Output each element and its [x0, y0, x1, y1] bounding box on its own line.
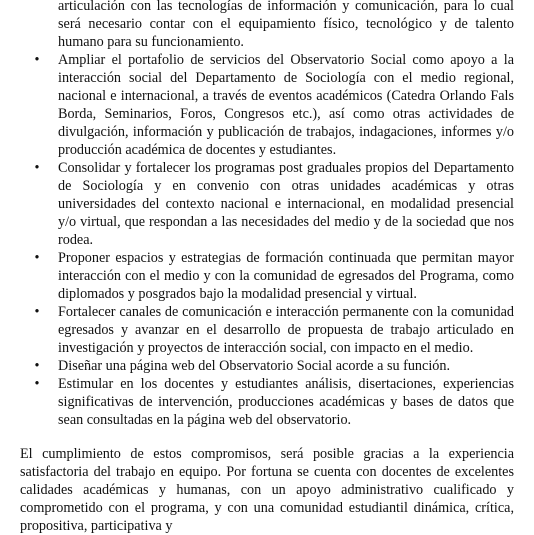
list-item-text: Proponer espacios y estrategias de formación continuada que permitan mayor interacción con el medio y con la comunidad de egresados del Programa, como diplomados y posgrados bajo la modalidad presencial y virtual.: [58, 250, 514, 302]
list-item-text: Estimular en los docentes y estudiantes análisis, disertaciones, experiencias significativas de intervención, producciones académicas y bases de datos que sean consultadas en la página web del observatorio.: [58, 376, 514, 428]
list-item-text: Fortalecer canales de comunicación e interacción permanente con la comunidad egresados y avanzar en el desarrollo de propuesta de trabajo articulado en investigación y proyectos de interacción social, con impacto en el medio.: [58, 304, 514, 356]
bullet-icon: •: [34, 160, 40, 176]
list-item: [0, 159, 534, 249]
list-item: [0, 303, 534, 357]
list-item-text: Diseñar una página web del Observatorio Social acorde a su función.: [58, 358, 450, 374]
bullet-icon: •: [34, 52, 40, 68]
list-item: [0, 375, 534, 429]
bullet-icon: •: [34, 376, 40, 392]
list-item-text: articulación con las tecnologías de información y comunicación, para lo cual será necesario contar con el equipamiento físico, tecnológico y de talento humano para su funcionamiento.: [58, 0, 514, 50]
bullet-icon: •: [34, 250, 40, 266]
list-item-text: Ampliar el portafolio de servicios del Observatorio Social como apoyo a la interacción social del Departamento de Sociología con el medio regional, nacional e internacional, a través de eventos académicos (Catedra Orlando Fals Borda, Seminarios, Foros, Congresos etc.), así como otras actividades de divulgación, información y publicación de trabajos, indagaciones, informes y/o producción académica de docentes y estudiantes.: [58, 52, 514, 158]
closing-paragraph: El cumplimiento de estos compromisos, será posible gracias a la experiencia satisfactoria del trabajo en equipo. Por fortuna se cuenta con docentes de excelentes calidades académicas y humanas, con un apoyo administrativo cualificado y comprometido con el programa, y con una comunidad estudiantil dinámica, crítica, propositiva, participativa y: [20, 446, 514, 534]
list-item: [0, 357, 534, 375]
bullet-icon: •: [34, 358, 40, 374]
list-item: [0, 51, 534, 159]
bullet-icon: •: [34, 304, 40, 320]
list-item: [0, 249, 534, 303]
list-item-continuation: [0, 0, 534, 51]
list-item-text: Consolidar y fortalecer los programas post graduales propios del Departamento de Sociología y en convenio con otras unidades académicas y otras universidades del contexto nacional e internacional, en modalidad presencial y/o virtual, que respondan a las necesidades del medio y de la sociedad que nos rodea.: [58, 160, 514, 248]
